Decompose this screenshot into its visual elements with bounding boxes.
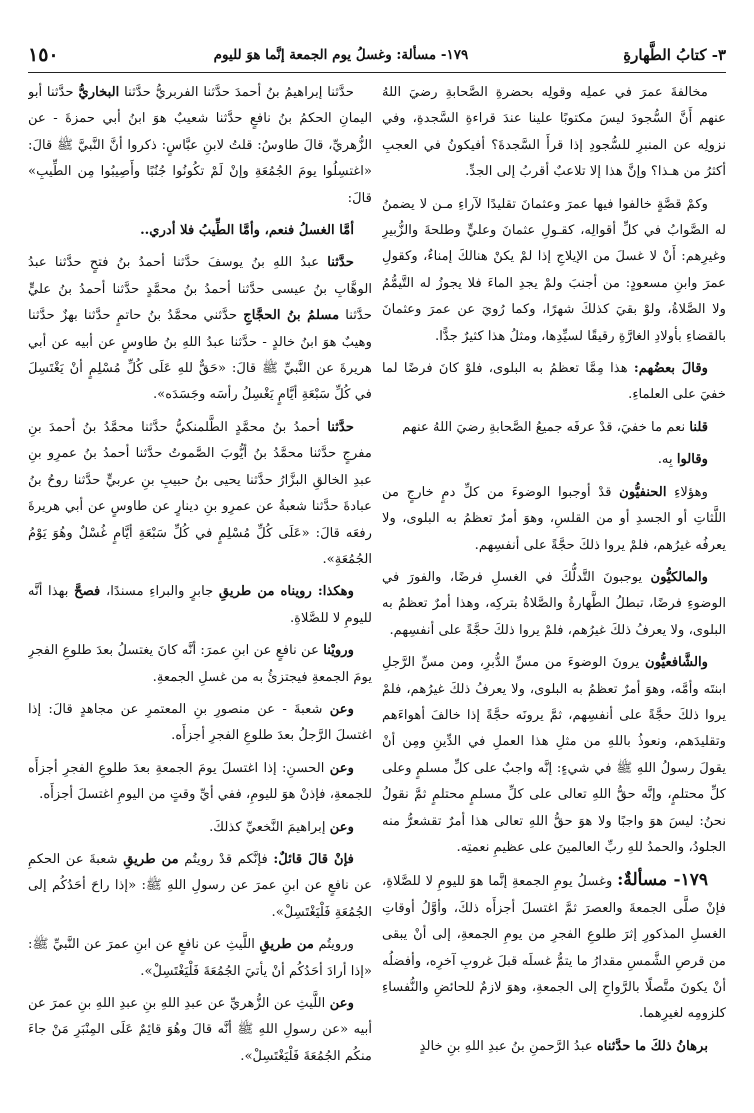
keyword: والشَّافعيُّون bbox=[645, 655, 708, 671]
running-header bbox=[28, 38, 726, 73]
paragraph-text: إبراهيمَ النَّخعيِّ كذلكَ. bbox=[209, 819, 330, 835]
paragraph-text: أحمدُ بنُ محمَّدٍ الطَّلمنكيُّ حدَّثنا محمَّدُ بنُ أحمدَ بنِ مفرجٍ حدَّثنا محمَّدُ بنُ أيُّوبَ الصَّموتُ حدَّثنا أحمدُ بنُ عمرِو بنِ عبدِ الخالقِ البزَّارُ حدَّثنا يحيى بنُ حبيبِ بنِ عربيٍّ حدَّثنا روحُ بنُ عبادةَ حدَّثنا شعبةُ عن عمرِو بنِ دينارٍ عن طاوسٍ عن أبي هريرةَ رفعَه قالَ: «عَلَى كُلِّ مُسْلِمٍ في كُلِّ سَبْعَةِ أيَّامٍ غُسْلٌ وهُوَ يَوْمُ الجُمُعَةِ». bbox=[28, 419, 372, 567]
paragraph-text: الحسنِ: إذا اغتسلَ يومَ الجمعةِ بعدَ طلوعِ الفجرِ أجزأَه للجمعةِ، فإذنْ هوَ لليومِ، ففي أيِّ وقتٍ من اليومِ اغتسلَ أجزأَه. bbox=[28, 760, 372, 803]
keyword: وعن bbox=[329, 819, 354, 835]
issue-heading: ١٧٩- مسألةٌ: bbox=[617, 870, 708, 891]
paragraph bbox=[28, 218, 372, 244]
keyword: من طريقِ bbox=[123, 851, 179, 867]
paragraph-text: قدْ أوجبوا الوضوءَ من كلِّ دمٍ خارجٍ من اللَّثاتِ أو الجسدِ أو من القلسِ، وهوَ أمرٌ تعظمُ به البلوى، ولا يعرفُه غيرُهم، فلمْ يروا ذلكَ حجَّةً على أنفسِهم. bbox=[382, 484, 726, 553]
paragraph-text: وهؤلاءِ bbox=[666, 484, 708, 500]
paragraph bbox=[382, 356, 726, 409]
paragraph bbox=[28, 250, 372, 408]
paragraph-text: نعم ما خفيَ، قدْ عرفَه جميعُ الصَّحابةِ رضيَ اللهُ عنهم bbox=[402, 419, 690, 435]
paragraph-text: يرونَ الوضوءَ من مسِّ الدُّبرِ، ومن مسِّ الرَّجلِ ابنتَه وأمَّه، وهوَ أمرٌ تعظمُ به البلوى، ولا يعرفُ ذلكَ غيرُهم، فلمْ يروا ذلكَ حجَّةً على أنفسِهم، ثمَّ يرونَه حجَّةً إذا خالفَ أهواءَهم وتقليدَهم، ونعوذُ باللهِ من مثلِ هذا العملِ في الدِّينِ ومِن أنْ يقولَ رسولُ اللهِ ﷺ في شيءٍ: إنَّه واجبٌ على كلِّ مسلمٍ وعلى كلِّ محتلمٍ، وإنَّه حقُّ اللهِ تعالى على كلِّ مسلمٍ محتلمٍ ثمَّ نقولُ نحنُ: ليسَ هوَ واجبًا ولا هوَ حقُّ اللهِ تعالى هذا أمرٌ تقشعرُّ منه الجلودُ، والحمدُ للهِ ربِّ العالمينَ على عظيمِ نعمتِه. bbox=[382, 655, 726, 855]
keyword: وعن bbox=[329, 701, 354, 717]
keyword: أمَّا الغسلُ فنعم، وأمَّا الطِّيبُ فلا أدري.. bbox=[140, 223, 354, 239]
left-column bbox=[28, 80, 372, 1098]
book-title: ٣- كتابُ الطَّهارةِ bbox=[623, 46, 726, 64]
paragraph-text: وكمْ قصَّةٍ خالفوا فيها عمرَ وعثمانَ تقليدًا لآراءِ مـن لا يضمنُ له الصَّوابُ في كلِّ أقوالِه، كقـولِ عثمانَ وعليٍّ وطلحةَ والزُّبيرِ وغيرِهم: أَنْ لا غسلَ من الإيلاجِ إذا لمْ يكنْ هنالكَ إمناءٌ، وكقولِ عمرَ وابنِ مسعودٍ: من أجنبَ ولمْ يجدِ الماءَ فلا يجوزُ له التَّيمُّمُ ولا الصَّلاةُ، ولوْ بقيَ كذلكَ شهرًا، وكما رُويَ عن عمرَ وعثمانَ بالقضاءِ بأولادِ الغارَّةِ رقيقًا لسيِّدِها، ومثلُ هذا كثيرٌ جدًّا. bbox=[382, 196, 726, 344]
keyword: والمالكيُّون bbox=[650, 569, 708, 585]
paragraph bbox=[382, 867, 726, 1027]
page-number: ١٥٠ bbox=[28, 44, 59, 66]
keyword: البخاريُّ bbox=[78, 85, 120, 100]
keyword: من طريقِ bbox=[259, 937, 314, 953]
keyword: وقالَ بعضُهم: bbox=[633, 361, 708, 377]
paragraph-text: عبدُ الرَّحمنِ بنُ عبدِ اللهِ بنِ خالدٍ bbox=[419, 1038, 597, 1054]
keyword: حدَّثنا bbox=[327, 255, 354, 271]
paragraph bbox=[28, 756, 372, 809]
paragraph bbox=[28, 638, 372, 691]
paragraph-text: اللَّيثِ عن نافعٍ عن ابنِ عمرَ عن النَّبيِّ ﷺ: «إذا أرادَ أحَدُكُم أنْ يأتيَ الجُمُعَةَ فَلْيَغْتَسِلْ». bbox=[28, 937, 372, 979]
paragraph bbox=[28, 415, 372, 573]
paragraph bbox=[382, 80, 726, 186]
paragraph-text: شعبةَ عن الحكمِ عن نافعٍ عن ابنِ عمرَ عن رسولِ اللهِ ﷺ: «إذا راحَ أحَدُكُم إلى الجُمُعَةِ فَلْيَغْتَسِلْ». bbox=[28, 851, 372, 920]
paragraph-text: حدَّثنا إبراهيمُ بنُ أحمدَ حدَّثنا الفربريُّ حدَّثنا bbox=[119, 85, 354, 100]
paragraph-text: يوجبونَ التَّدلُّكَ في الغسلِ فرضًا، والفورَ في الوضوءِ فرضًا، تبطلُ الطَّهارةُ والصَّلاةُ بتركِه، وهذا أمرٌ تعظمُ به البلوى، ولا يعرفُ ذلكَ غيرُهم، فلمْ يروا ذلكَ حجَّةً على أنفسِهم. bbox=[382, 569, 726, 638]
paragraph-text: هذا مِمَّا تعظمُ به البلوى، فلوْ كانَ فرضًا لما خفيَ على العلماءِ. bbox=[382, 361, 726, 403]
paragraph-text: حدَّثنا أبو اليمانِ الحكمُ بنُ نافعٍ حدَّثنا شعيبٌ هوَ ابنُ أبي حمزةَ - عن الزُّهريِّ، قالَ طاوسُ: قلتُ لابنِ عبَّاسٍ: ذكروا أنَّ النَّبيَّ ﷺ قالَ: «اغتسِلُوا يومَ الجُمُعَةِ وإنْ لَمْ تكُونُوا جُنُبًا وأَصِيبُوا مِن الطِّيبِ» قالَ: bbox=[28, 85, 372, 206]
paragraph-text: بِه. bbox=[657, 452, 677, 468]
paragraph-text: ورويتُم bbox=[313, 937, 354, 953]
keyword: حدَّثنا bbox=[327, 419, 354, 435]
paragraph bbox=[382, 192, 726, 350]
section-title: ١٧٩- مسألة: وغسلُ يوم الجمعة إنَّما هوَ لليوم bbox=[213, 47, 469, 63]
keyword: وقالوا bbox=[676, 452, 708, 468]
paragraph bbox=[28, 991, 372, 1070]
keyword: مسلمُ بنُ الحجَّاجِ bbox=[243, 308, 340, 324]
paragraph bbox=[28, 80, 372, 212]
paragraph bbox=[382, 480, 726, 559]
paragraph bbox=[382, 415, 726, 441]
keyword: وهكذا: رويناه من طريقِ bbox=[218, 584, 354, 600]
keyword: برهانُ ذلكَ ما حدَّثناه bbox=[596, 1038, 708, 1054]
keyword: فإنْ قالَ قائلٌ: bbox=[273, 851, 354, 867]
paragraph bbox=[28, 815, 372, 841]
paragraph bbox=[28, 847, 372, 926]
paragraph-text: جابرٍ والبراءِ مسندًا، bbox=[100, 584, 219, 600]
paragraph bbox=[28, 932, 372, 985]
paragraph-text: عن نافعٍ عن ابنِ عمرَ: أنَّه كانَ يغتسلُ بعدَ طلوعِ الفجرِ يومَ الجمعةِ فيجتزئُ به من غسلِ الجمعةِ. bbox=[28, 643, 372, 685]
paragraph-text: عبدُ اللهِ بنُ يوسفَ حدَّثنا أحمدُ بنُ فتحٍ حدَّثنا عبدُ الوهَّابِ بنُ عيسى حدَّثنا أحمدُ بنُ محمَّدٍ حدَّثنا أحمدُ بنُ عليٍّ حدَّثنا bbox=[28, 255, 372, 324]
keyword: فصحَّ bbox=[74, 584, 101, 600]
paragraph-text: وغسلُ يومِ الجمعةِ إنَّما هوَ لليومِ لا للصَّلاةِ، فإنْ صلَّى الجمعةَ والعصرَ ثمَّ اغتسلَ أجزأَه ذلكَ، وأوَّلُ أوقاتِ الغسلِ المذكورِ إثرَ طلوعِ الفجرِ من يومِ الجمعةِ، إلى أنْ يبقى من قرصِ الشَّمسِ مقدارُ ما يتمُّ غسلَه قبلَ غروبِ آخرِه، وأفضلُه أنْ يكونَ متَّصلًا بالرَّواحِ إلى الجمعةِ، وهوَ لازمٌ للحائضِ والنُّفساءِ كلزومِه لغيرِهما. bbox=[382, 874, 726, 1022]
paragraph bbox=[28, 697, 372, 750]
paragraph-text: شعبةَ - عن منصورِ بنِ المعتمرِ عن مجاهدٍ قالَ: إذا اغتسلَ الرَّجلُ بعدَ طلوعِ الفجرِ أجزأَه. bbox=[28, 701, 372, 744]
paragraph-text: اللَّيثِ عن الزُّهريِّ عن عبدِ اللهِ بنِ عبدِ اللهِ بنِ عمرَ عن أبيه «عن رسولِ اللهِ ﷺ أنَّه قالَ وهُوَ قائِمٌ عَلَى المِنْبَرِ مَنْ جاءَ منكُم الجُمُعَةَ فَلْيَغْتَسِلْ». bbox=[28, 996, 372, 1064]
right-column bbox=[382, 80, 726, 1098]
paragraph-text: حدَّثني محمَّدُ بنُ حاتمٍ حدَّثنا بهزٌ حدَّثنا وهيبٌ هوَ ابنُ خالدٍ - حدَّثنا عبدُ اللهِ بنُ طاوسٍ عن أبيه عن أبي هريرةَ عن النَّبيِّ ﷺ قالَ: «حَقٌّ للهِ عَلَى كُلِّ مُسْلِمٍ أنْ يَغْتَسِلَ في كُلِّ سَبْعَةِ أيَّامٍ يَغْسِلُ رأسَه وجَسَدَه». bbox=[28, 308, 372, 403]
keyword: وعن bbox=[329, 760, 354, 776]
paragraph-text: فإنَّكم قدْ رويتُم bbox=[178, 851, 274, 867]
paragraph-text: بهذا أنَّه لليومِ لا للصَّلاةِ. bbox=[28, 584, 372, 626]
paragraph bbox=[382, 650, 726, 861]
paragraph bbox=[28, 579, 372, 632]
keyword: وعن bbox=[329, 996, 354, 1011]
paragraph bbox=[382, 1034, 726, 1060]
paragraph bbox=[382, 565, 726, 644]
paragraph-text: مخالفةَ عمرَ في عملِه وقولِه بحضرةِ الصَّحابةِ رضيَ اللهُ عنهم أَنَّ السُّجودَ ليسَ مكتوبًا علينا عندَ قراءةِ السَّجدةِ، وفي نزولِه عن المنبرِ للسُّجودِ إذا قرأَ السَّجدةَ؟ أفيكونُ في العجبِ أكثرُ من هـذا؟ وإنَّ هذا إلا تلاعبٌ أقربُ إلى الجدِّ. bbox=[382, 85, 726, 180]
keyword: قلنا bbox=[689, 419, 708, 435]
keyword: ورويْنا bbox=[323, 643, 354, 659]
keyword: الحنفيُّون bbox=[619, 484, 667, 500]
paragraph bbox=[382, 447, 726, 473]
